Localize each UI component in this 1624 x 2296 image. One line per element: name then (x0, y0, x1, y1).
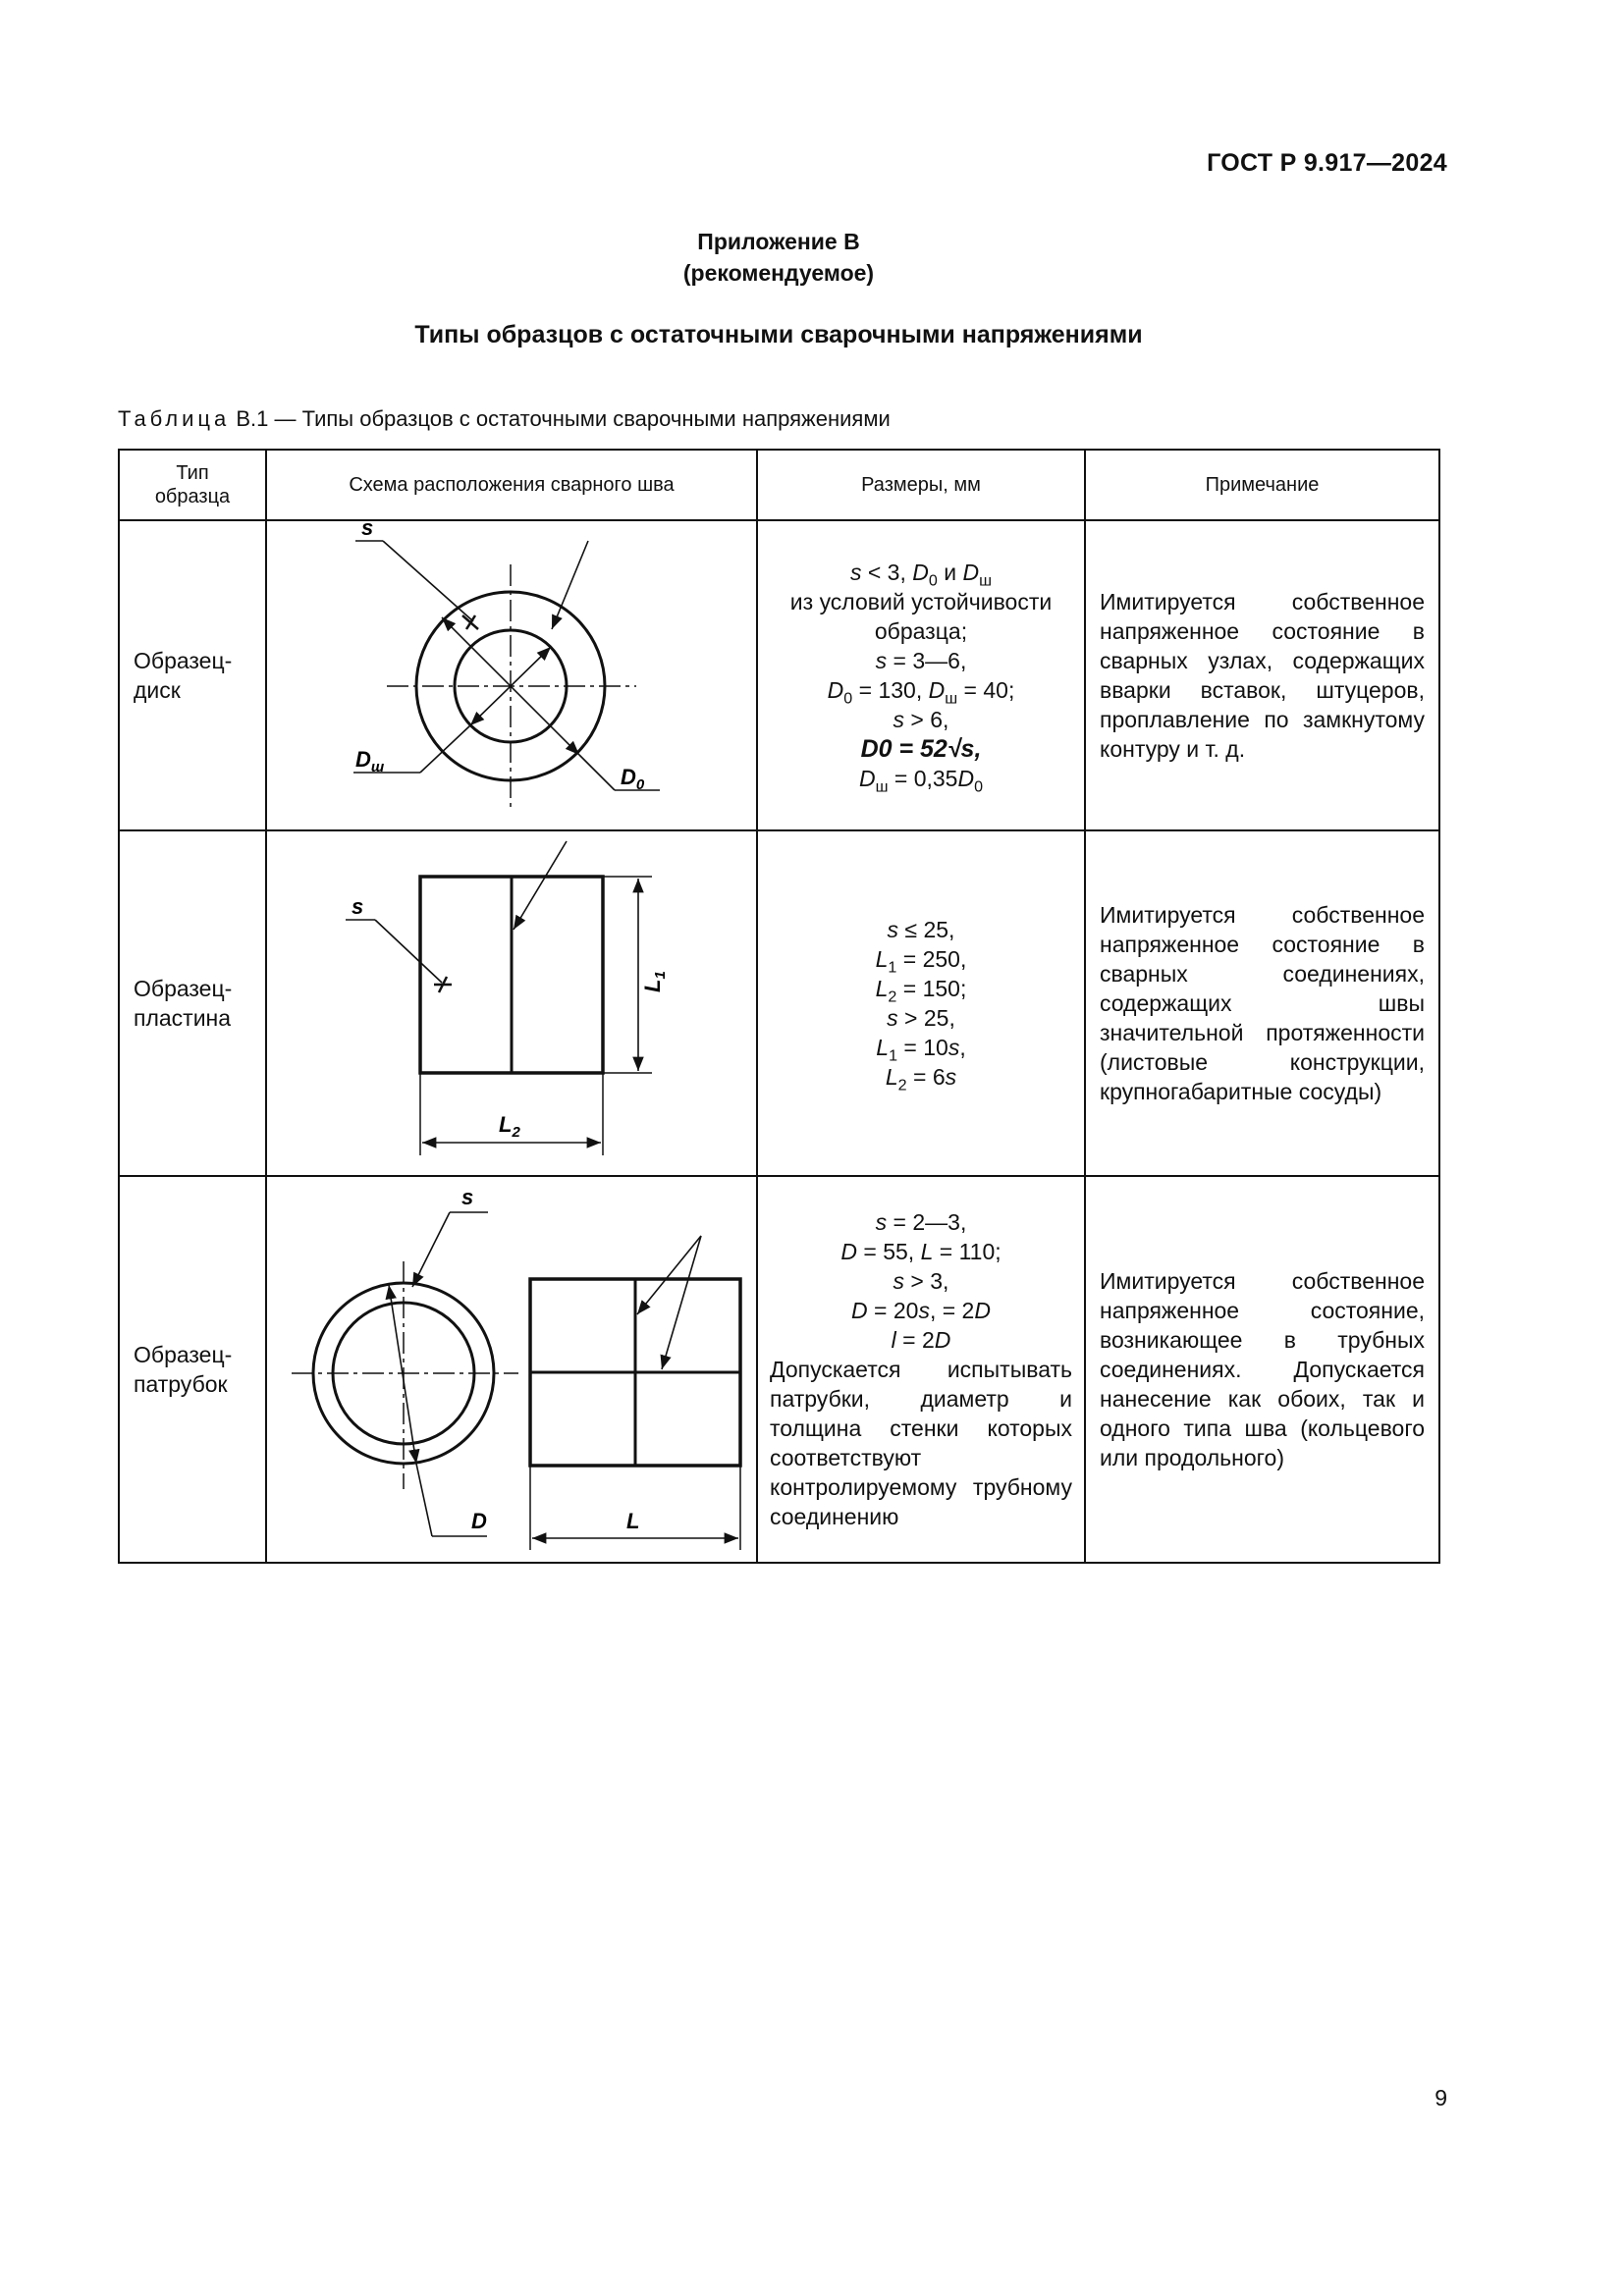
scheme-disk (266, 520, 757, 830)
pipe-label-d: D (471, 1509, 487, 1533)
table-header-row (119, 450, 1439, 520)
plate-s-leader (375, 920, 442, 983)
note-plate: Имитируется собственное напряженное состояние в сварных соединениях, содержащих швы значительной протяженности (листовые конструкции, крупногабаритные сосуды) (1085, 830, 1439, 1176)
scheme-plate (266, 830, 757, 1176)
type-disk-line1: Образец- (134, 648, 233, 673)
type-cell-disk (119, 520, 266, 830)
s-leader (383, 541, 473, 621)
pipe-d-leader (416, 1464, 432, 1536)
appendix-heading (0, 226, 1557, 289)
type-cell-pipe (119, 1176, 266, 1563)
note-disk: Имитируется собственное напряженное состояние в сварных узлах, содержащих вварки вставок, штуцеров, проплавление по замкнутому контуру и т. д. (1085, 520, 1439, 830)
weld-seam-pointer (552, 541, 588, 629)
appendix-title: Приложение В (697, 229, 860, 254)
plate-weld-pointer (514, 841, 567, 930)
label-s: s (361, 521, 374, 540)
table-row-plate (119, 830, 1439, 1176)
header-type-line1: Тип (176, 462, 209, 484)
document-code: ГОСТ Р 9.917—2024 (1207, 149, 1447, 177)
plate-weld-diagram (267, 831, 756, 1175)
table-caption-text: В.1 — Типы образцов с остаточными сварочными напряжениями (230, 406, 891, 431)
table-caption-prefix: Таблица (118, 406, 231, 431)
pipe-label-l: L (626, 1509, 640, 1533)
table-row-disk (119, 520, 1439, 830)
pipe-weld-pointer-2 (662, 1236, 701, 1369)
plate-label-s: s (352, 894, 364, 919)
header-scheme: Схема расположения сварного шва (266, 450, 757, 520)
disk-weld-diagram (267, 521, 756, 829)
table-caption (118, 406, 891, 432)
dims-disk-line3: образца; (874, 618, 968, 644)
dims-plate: s ≤ 25, $L_1 = 250$, $L_2 = 150$; s > 25, $L_1 = 10s$, $L_2 = 6s$ (757, 830, 1085, 1176)
type-pipe-line2: патрубок (134, 1371, 228, 1397)
s-tick-cross (466, 615, 475, 629)
dims-disk-line2: из условий устойчивости (789, 589, 1053, 614)
dims-pipe-remark: Допускается испытывать патрубки, диаметр и толщина стенки которых соответствуют контролируемому трубному соединению (770, 1357, 1072, 1529)
pipe-weld-diagram (267, 1177, 756, 1562)
pipe-d-dimension-line (389, 1285, 416, 1464)
section-title: Типы образцов с остаточными сварочными напряжениями (414, 321, 1143, 348)
appendix-status: (рекомендуемое) (682, 260, 875, 286)
type-disk-line2: диск (134, 677, 181, 703)
table-row-pipe (119, 1176, 1439, 1563)
label-d0: $D_0$ (621, 765, 645, 793)
page-number: 9 (1435, 2085, 1447, 2110)
header-type (119, 450, 266, 520)
dims-disk-formula: D0 = 52√s, (860, 735, 982, 763)
header-dimensions: Размеры, мм (757, 450, 1085, 520)
specimen-types-table (118, 449, 1440, 1564)
plate-label-l1: $L_1$ (640, 971, 669, 992)
pipe-s-leader (412, 1212, 450, 1287)
header-type-line2: образца (154, 486, 231, 507)
label-dsh: $D_ш$ (355, 747, 385, 775)
type-plate-line1: Образец- (134, 976, 233, 1001)
dims-disk: s < 3, $D_0$ и $D_ш$ из условий устойчивости образца; s = 3—6, $D_0 = 130$, $D_ш = 40$; s > 6, D0 = 52√s, $D_ш = 0,35D_0$ (757, 520, 1085, 830)
pipe-label-s: s (461, 1185, 474, 1209)
pipe-weld-pointer-1 (637, 1236, 701, 1314)
scheme-pipe (266, 1176, 757, 1563)
dims-pipe: s = 2—3, D = 55, L = 110; s > 3, D = 20s, = 2D l = 2D Допускается испытывать патрубки, диаметр и толщина стенки которых соответствуют контролируемому трубному соединению (757, 1176, 1085, 1563)
type-plate-line2: пластина (134, 1005, 232, 1031)
d0-leader (579, 755, 615, 790)
note-pipe: Имитируется собственное напряженное состояние, возникающее в трубных соединениях. Допускается нанесение как обоих, так и одного типа шва (кольцевого или продольного) (1085, 1176, 1439, 1563)
type-pipe-line1: Образец- (134, 1342, 233, 1367)
header-note: Примечание (1085, 450, 1439, 520)
plate-label-l2: $L_2$ (499, 1112, 520, 1141)
type-cell-plate (119, 830, 266, 1176)
